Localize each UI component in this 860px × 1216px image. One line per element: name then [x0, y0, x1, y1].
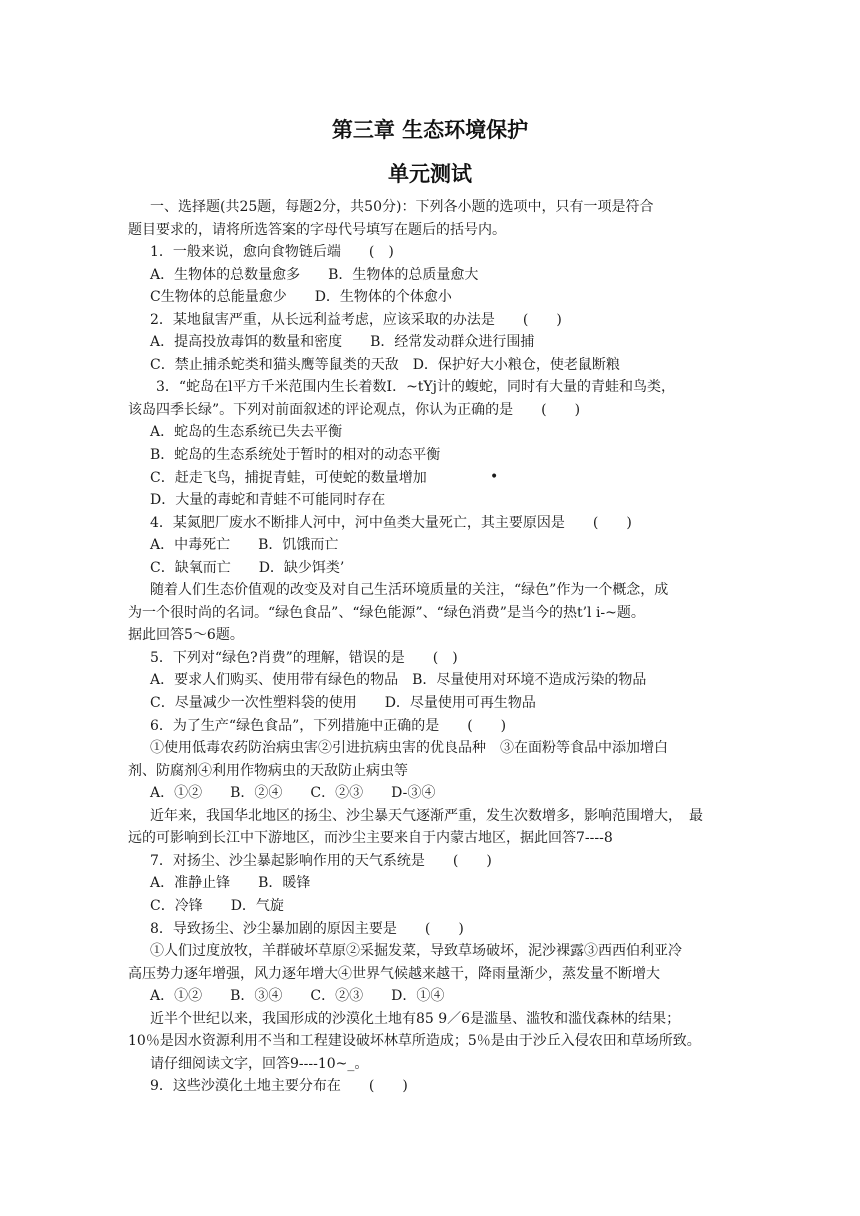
question-6: 6．为了生产“绿色食品”，下列措施中正确的是 ( ) [150, 717, 507, 734]
q1-options-cd: C生物体的总能量愈少 D．生物体的个体愈小 [150, 289, 452, 306]
q5-options-ab: A．要求人们购买、使用带有绿色的物品 B．尽量使用对环境不造成污染的物品 [150, 672, 647, 689]
question-3-line-1: 3．“蛇岛在l平方千米范围内生长着数I．~tYj计的蝮蛇，同时有大量的青蛙和鸟类， [156, 379, 676, 396]
passage-green-line-1: 随着人们生态价值观的改变及对自己生活环境质量的关注，“绿色”作为一个概念，成 [150, 582, 669, 599]
question-3-line-2: 该岛四季长绿”。下列对前面叙述的评论观点，你认为正确的是 ( ) [128, 401, 581, 418]
chapter-title: 第三章 生态环境保护 [331, 118, 529, 142]
question-5: 5．下列对“绿色?肖费”的理解，错误的是 ( ) [150, 649, 458, 666]
q4-options-cd: C．缺氧而亡 D．缺少饵类’ [150, 559, 345, 576]
q5-options-cd: C．尽量减少一次性塑料袋的使用 D．尽量使用可再生物品 [150, 695, 536, 712]
q8-statements-line-2: 高压势力逐年增强，风力逐年增大④世界气候越来越干，降雨量渐少，蒸发量不断增大 [128, 965, 660, 982]
section-intro-line-2: 题目要求的，请将所选答案的字母代号填写在题后的括号内。 [128, 221, 506, 238]
q2-options-cd: C．禁止捕杀蛇类和猫头鹰等鼠类的天敌 D．保护好大小粮仓，使老鼠断粮 [150, 356, 620, 373]
passage-dust-line-2: 远的可影响到长江中下游地区，而沙尘主要来自于内蒙古地区，据此回答7----8 [128, 830, 613, 847]
q4-options-ab: A．中毒死亡 B．饥饿而亡 [150, 537, 339, 554]
q7-options-cd: C．冷锋 D．气旋 [150, 897, 284, 914]
question-7: 7．对扬尘、沙尘暴起影响作用的天气系统是 ( ) [150, 852, 492, 869]
q2-options-ab: A．提高投放毒饵的数量和密度 B．经常发动群众进行围捕 [150, 334, 535, 351]
passage-green-line-2: 为一个很时尚的名词。“绿色食品”、“绿色能源”、“绿色消费”是当今的热t’l i-~题。 [128, 604, 645, 621]
passage-desert-line-2: 10％是因水资源利用不当和工程建设破坏林草所造成；5％是由于沙丘入侵农田和草场所致。 [128, 1033, 701, 1050]
stray-dot-mark: • [490, 469, 499, 485]
q3-option-a: A．蛇岛的生态系统已失去平衡 [150, 424, 343, 441]
question-2: 2．某地鼠害严重，从长远利益考虑，应该采取的办法是 ( ) [150, 311, 562, 328]
passage-desert-line-3: 请仔细阅读文字，回答9----10~_。 [150, 1055, 369, 1072]
q6-statements-line-2: 剂、防腐剂④利用作物病虫的天敌防止病虫等 [128, 762, 408, 779]
q3-option-d: D．大量的毒蛇和青蛙不可能同时存在 [150, 492, 386, 509]
passage-green-line-3: 据此回答5～6题。 [128, 627, 244, 644]
section-intro-line-1: 一、选择题(共25题，每题2分，共50分)：下列各小题的选项中，只有一项是符合 [150, 199, 654, 215]
q7-options-ab: A．准静止锋 B．暖锋 [150, 875, 311, 892]
unit-test-title: 单元测试 [388, 162, 472, 186]
passage-dust-line-1: 近年来，我国华北地区的扬尘、沙尘暴天气逐渐严重，发生次数增多，影响范围增大， 最 [150, 807, 703, 824]
question-9: 9．这些沙漠化土地主要分布在 ( ) [150, 1078, 408, 1095]
q1-options-ab: A．生物体的总数量愈多 B．生物体的总质量愈大 [150, 266, 479, 283]
q6-options: A．①② B．②④ C．②③ D-③④ [150, 785, 436, 802]
question-4: 4．某氮肥厂废水不断排人河中，河中鱼类大量死亡，其主要原因是 ( ) [150, 514, 632, 531]
question-8: 8．导致扬尘、沙尘暴加剧的原因主要是 ( ) [150, 920, 464, 937]
q8-options: A．①② B．③④ C．②③ D．①④ [150, 988, 445, 1005]
q3-option-c: C．赶走飞鸟，捕捉青蛙，可使蛇的数量增加 [150, 469, 427, 486]
passage-desert-line-1: 近半个世纪以来，我国形成的沙漠化土地有85 9／6是滥垦、滥牧和滥伐森林的结果； [150, 1010, 681, 1027]
question-1: 1．一般来说，愈向食物链后端 ( ) [150, 244, 394, 261]
q3-option-b: B．蛇岛的生态系统处于暂时的相对的动态平衡 [150, 447, 441, 464]
q8-statements-line-1: ①人们过度放牧，羊群破坏草原②采掘发菜，导致草场破坏，泥沙裸露③西西伯利亚冷 [150, 943, 682, 960]
q6-statements-line-1: ①使用低毒农药防治病虫害②引进抗病虫害的优良品种 ③在面粉等食品中添加增白 [150, 740, 668, 757]
question-body [128, 196, 748, 1098]
